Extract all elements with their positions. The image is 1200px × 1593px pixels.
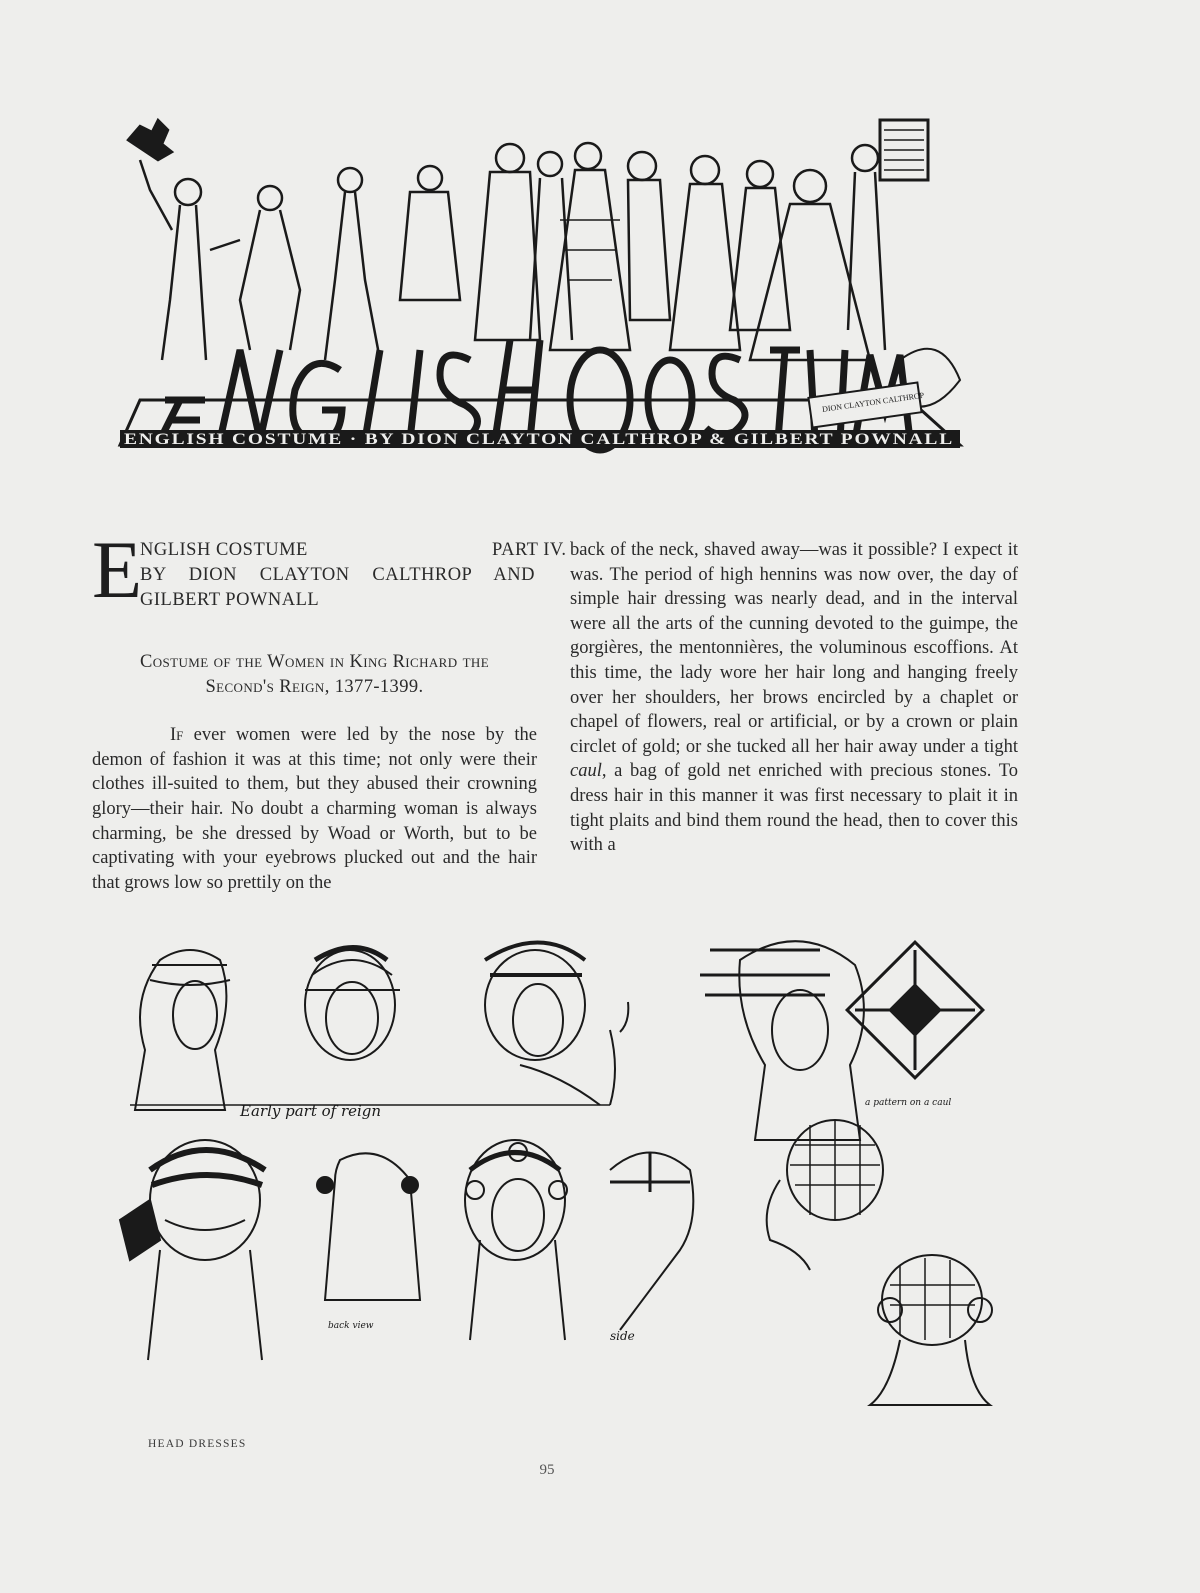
title-part: PART IV.	[492, 540, 567, 560]
left-paragraph	[92, 723, 537, 895]
banner-byline: ENGLISH COSTUME · BY DION CLAYTON CALTHROP & GILBERT POWNALL	[124, 431, 955, 448]
right-body-text-a: back of the neck, shaved away—was it possible? I expect it was. The period of high hennins was now over, the day of simple hair dressing was nearly dead, and in the interval were all the arts of the cunning devoted to the guimpe, the gorgières, the mentonnières, the voluminous escoffions. At this time, the lady wore her hair long and hanging freely over her shoulders, her brows encircled by a chaplet or chapel of flowers, real or artificial, or by a crown or plain circlet of gold; or she tucked all her hair away under a tight	[570, 540, 1018, 757]
subhead-line-2: Second's Reign, 1377-1399.	[205, 676, 424, 697]
sketch-drawing	[90, 920, 1020, 1440]
figure-caption: HEAD DRESSES	[148, 1438, 247, 1450]
title-byline: BY DION CLAYTON CALTHROP AND	[140, 565, 535, 585]
head-dress-sketches	[90, 920, 1020, 1440]
title-main: NGLISH COSTUME	[140, 540, 308, 560]
note-caul-pattern: a pattern on a caul	[865, 1098, 952, 1108]
lead-word: If	[170, 725, 184, 746]
banner-drawing	[110, 100, 990, 480]
left-column	[92, 524, 567, 895]
right-column	[570, 538, 1018, 858]
section-subhead	[92, 650, 537, 699]
note-side: side	[610, 1329, 635, 1343]
right-body-text-b: , a bag of gold net enriched with precious stones. To dress hair in this manner it was first necessary to plait it in tight plaits and bind them round the head, then to cover this with a	[570, 761, 1018, 856]
drop-cap: E	[92, 524, 143, 615]
page-number: 95	[539, 1462, 555, 1478]
note-back-view: back view	[328, 1321, 374, 1331]
title-line-1	[140, 538, 567, 563]
title-line-3: GILBERT POWNALL	[140, 590, 320, 610]
note-early-reign: Early part of reign	[240, 1102, 382, 1120]
right-paragraph	[570, 538, 1018, 858]
article-title	[92, 524, 567, 615]
banner-illustration	[110, 100, 990, 480]
banner-label-tag: DION CLAYTON CALTHROP	[821, 390, 925, 414]
italic-caul: caul	[570, 761, 602, 782]
subhead-line-1: Costume of the Women in King Richard the	[139, 652, 490, 672]
left-body-text: ever women were led by the nose by the demon of fashion it was at this time; not only were their clothes ill-suited to them, but they abused their crowning glory—their hair. No doubt a charming woman is always charming, be she dressed by Woad or Worth, but to be captivating with your eyebrows plucked out and the hair that grows low so prettily on the	[92, 725, 537, 893]
title-line-2	[140, 563, 535, 588]
